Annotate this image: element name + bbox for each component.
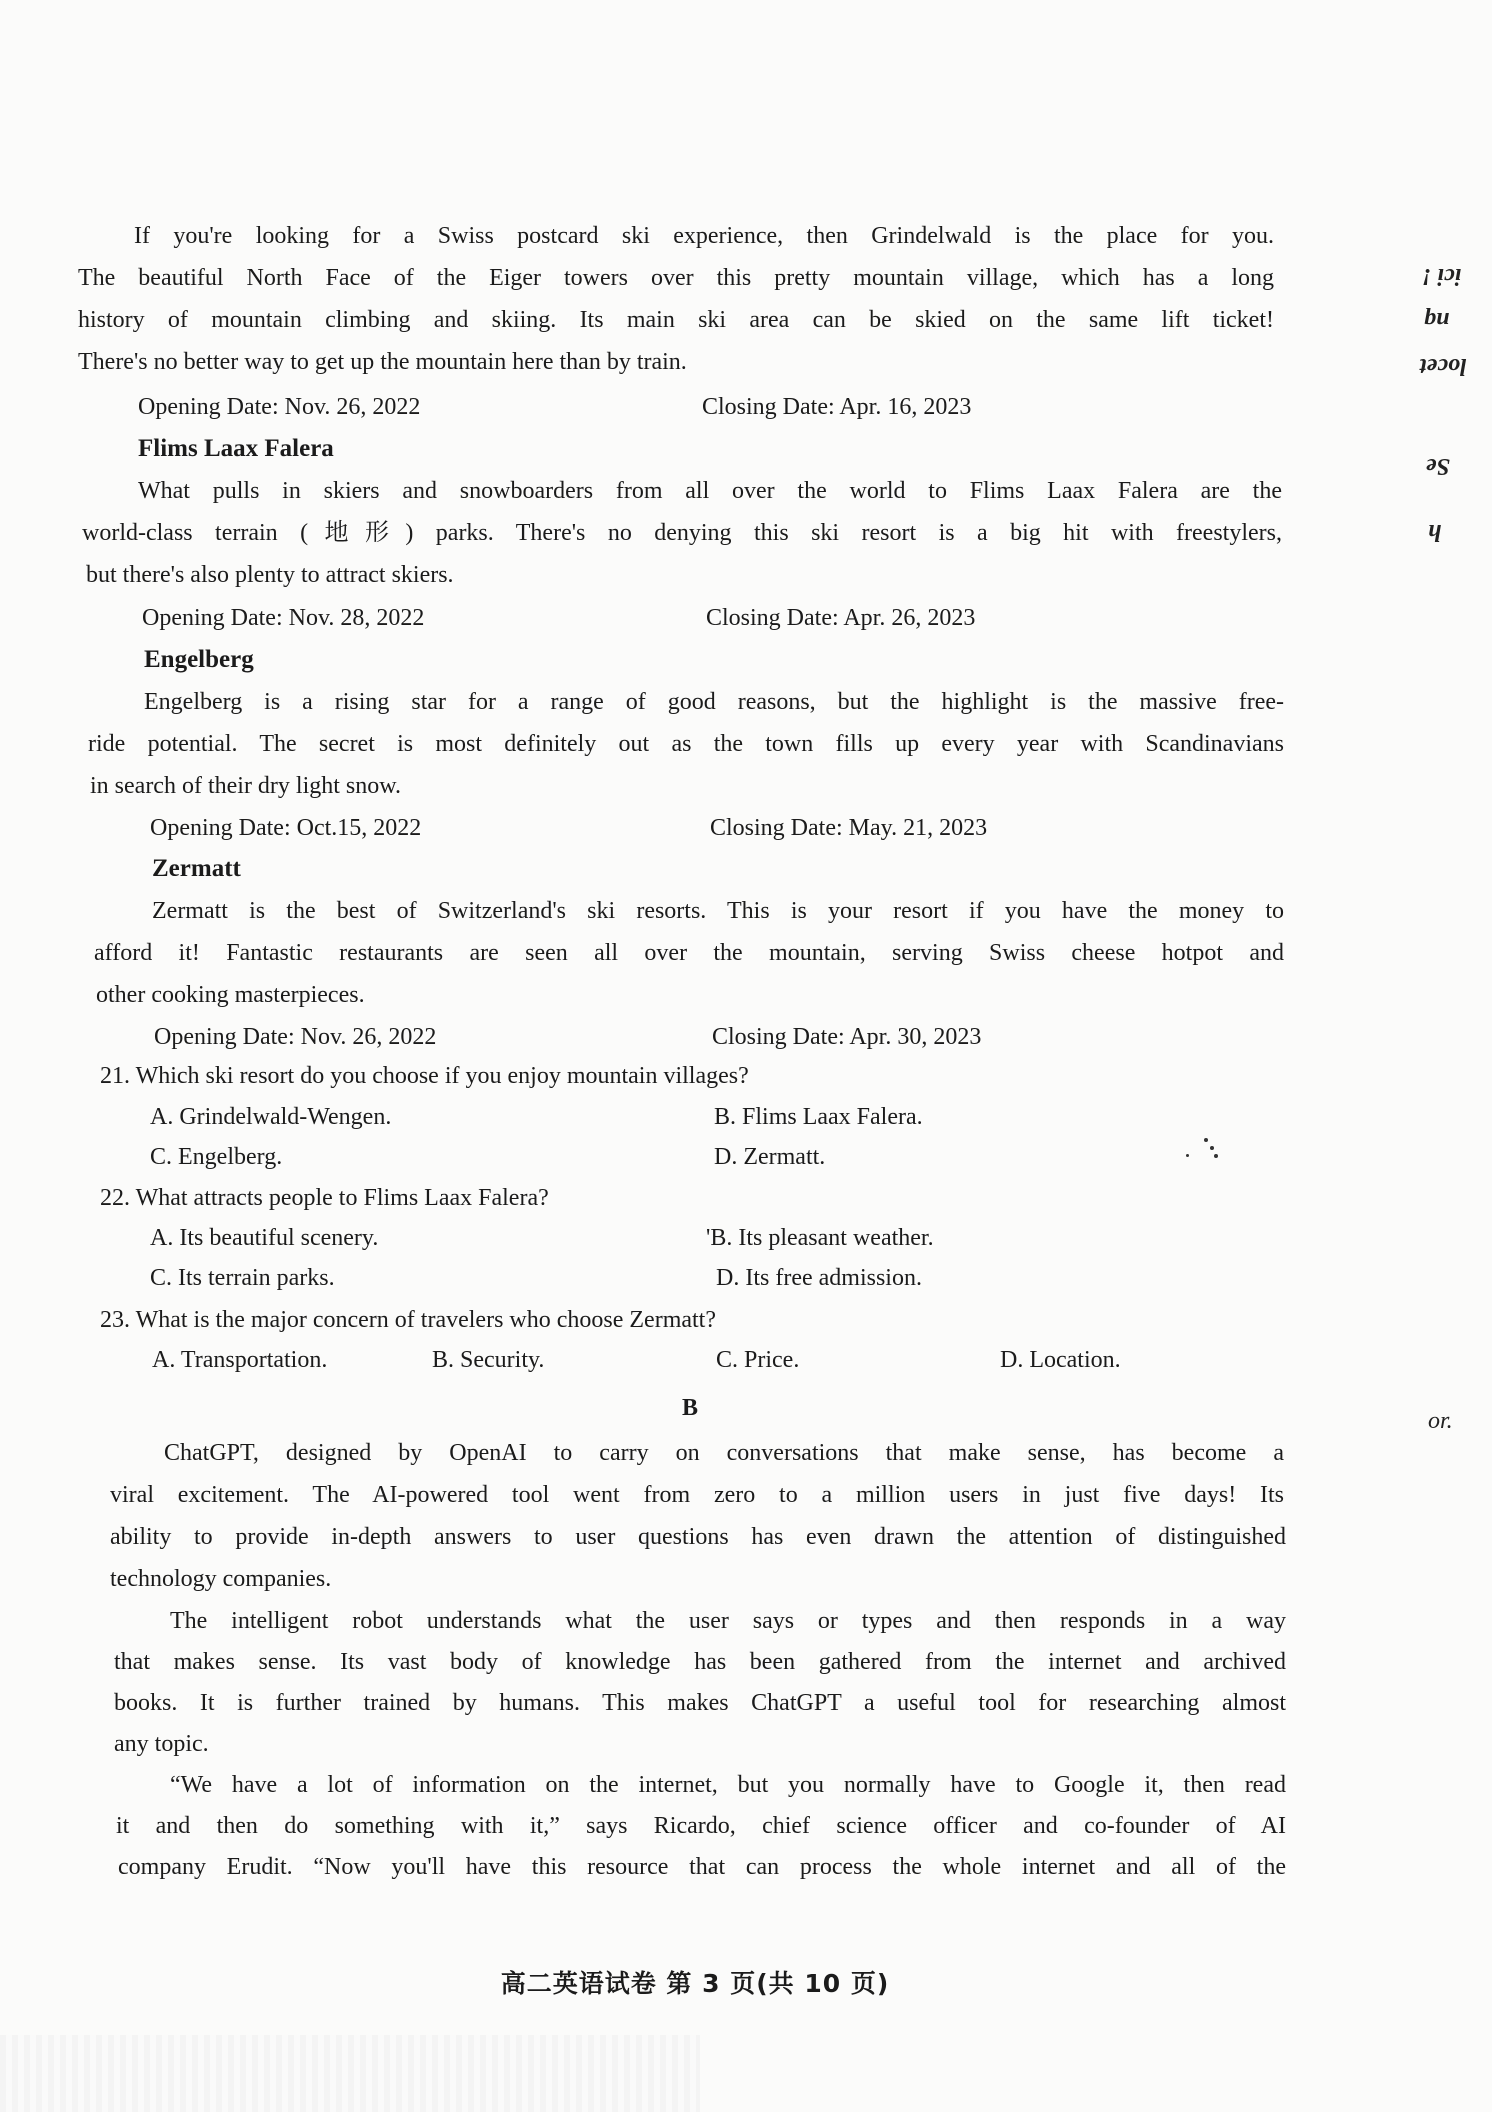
question-22-stem: 22. What attracts people to Flims Laax Falera? [100,1185,549,1211]
section-b-p1-line-2: viral excitement. The AI-powered tool went from zero to a million users in just five days! Its [110,1482,1284,1508]
flims-closing-date: Closing Date: Apr. 26, 2023 [706,605,976,631]
grindelwald-opening-date: Opening Date: Nov. 26, 2022 [138,394,421,420]
flims-line-2: world-class terrain (地形) parks. There's no denying this ski resort is a big hit with freestylers, [82,520,1282,546]
zermatt-closing-date: Closing Date: Apr. 30, 2023 [712,1024,982,1050]
question-21-stem: 21. Which ski resort do you choose if you enjoy mountain villages? [100,1063,749,1089]
grindelwald-line-3: history of mountain climbing and skiing. Its main ski area can be skied on the same lift ticket! [78,307,1274,333]
question-23-option-a: A. Transportation. [152,1347,328,1373]
section-b-p2-line-1: The intelligent robot understands what the user says or types and then responds in a way [170,1608,1286,1634]
margin-mark-6: or. [1428,1408,1453,1434]
question-21-option-d: D. Zermatt. [714,1144,826,1170]
resort-title-flims: Flims Laax Falera [138,435,334,462]
margin-mark-2: nq [1424,307,1450,333]
page-footer: 高二英语试卷 第 3 页(共 10 页) [500,1969,890,1998]
section-b-p2-line-3: books. It is further trained by humans. This makes ChatGPT a useful tool for researching almost [114,1690,1286,1716]
margin-mark-4: Se [1426,453,1450,479]
section-b-p1-line-4: technology companies. [110,1566,332,1592]
question-23-option-d: D. Location. [1000,1347,1121,1373]
section-b-heading: B [681,1395,698,1421]
question-23-option-c: C. Price. [716,1347,800,1373]
section-b-p2-line-4: any topic. [114,1731,209,1757]
engelberg-line-1: Engelberg is a rising star for a range of good reasons, but the highlight is the massive free- [144,689,1284,715]
engelberg-line-2: ride potential. The secret is most definitely out as the town fills up every year with Scandinavians [88,731,1284,757]
question-22-option-d: D. Its free admission. [716,1265,922,1291]
margin-mark-5: h [1428,519,1442,545]
section-b-p1-line-3: ability to provide in-depth answers to user questions has even drawn the attention of distinguished [110,1524,1286,1550]
grindelwald-line-2: The beautiful North Face of the Eiger towers over this pretty mountain village, which has a long [78,265,1274,291]
resort-title-engelberg: Engelberg [144,646,254,673]
margin-mark-3: locet [1420,353,1467,379]
section-b-p3-line-2: it and then do something with it,” says Ricardo, chief science officer and co-founder of AI [116,1813,1286,1839]
scan-specks [1180,1138,1220,1166]
scan-artifact [0,2035,700,2112]
zermatt-line-1: Zermatt is the best of Switzerland's ski resorts. This is your resort if you have the money to [152,898,1284,924]
grindelwald-line-1: If you're looking for a Swiss postcard ski experience, then Grindelwald is the place for you. [134,223,1274,249]
engelberg-opening-date: Opening Date: Oct.15, 2022 [150,815,422,841]
flims-line-1: What pulls in skiers and snowboarders from all over the world to Flims Laax Falera are the [138,478,1282,504]
question-23-option-b: B. Security. [432,1347,545,1373]
section-b-p2-line-2: that makes sense. Its vast body of knowledge has been gathered from the internet and archived [114,1649,1286,1675]
zermatt-opening-date: Opening Date: Nov. 26, 2022 [154,1024,437,1050]
flims-line-3: but there's also plenty to attract skiers. [86,562,454,588]
section-b-p1-line-1: ChatGPT, designed by OpenAI to carry on conversations that make sense, has become a [164,1440,1284,1466]
grindelwald-closing-date: Closing Date: Apr. 16, 2023 [702,394,972,420]
grindelwald-line-4: There's no better way to get up the mountain here than by train. [78,349,687,375]
resort-title-zermatt: Zermatt [152,855,241,882]
question-21-option-c: C. Engelberg. [150,1144,283,1170]
engelberg-closing-date: Closing Date: May. 21, 2023 [710,815,988,841]
engelberg-line-3: in search of their dry light snow. [90,773,402,799]
flims-opening-date: Opening Date: Nov. 28, 2022 [142,605,425,631]
question-22-option-c: C. Its terrain parks. [150,1265,335,1291]
section-b-p3-line-3: company Erudit. “Now you'll have this resource that can process the whole internet and all of the [118,1854,1286,1880]
zermatt-line-2: afford it! Fantastic restaurants are seen all over the mountain, serving Swiss cheese hotpot and [94,940,1284,966]
question-22-option-b: 'B. Its pleasant weather. [706,1225,934,1251]
section-b-p3-line-1: “We have a lot of information on the internet, but you normally have to Google it, then read [170,1772,1286,1798]
question-21-option-b: B. Flims Laax Falera. [714,1104,923,1130]
margin-mark-1: ici ! [1422,263,1462,289]
question-21-option-a: A. Grindelwald-Wengen. [150,1104,392,1130]
question-23-stem: 23. What is the major concern of travelers who choose Zermatt? [100,1307,716,1333]
zermatt-line-3: other cooking masterpieces. [96,982,365,1008]
question-22-option-a: A. Its beautiful scenery. [150,1225,379,1251]
